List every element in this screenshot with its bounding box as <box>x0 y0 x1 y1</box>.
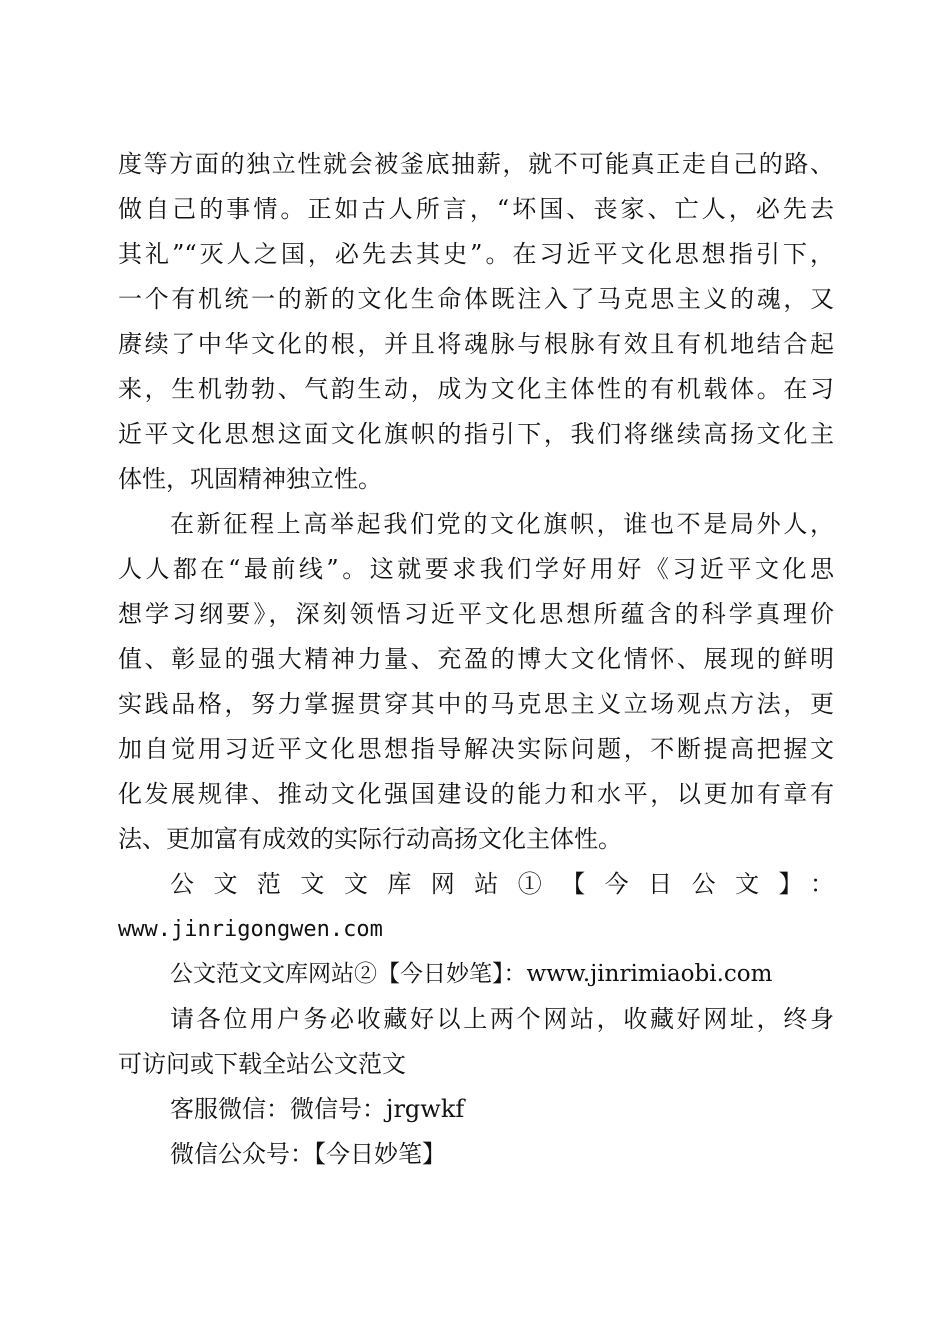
site1-url-link[interactable]: www.jinrigongwen.com <box>118 917 383 942</box>
paragraph-line: 加自觉用习近平文化思想指导解决实际问题，不断提高把握文 <box>118 735 834 763</box>
paragraph-line: 体性，巩固精神独立性。 <box>118 465 382 493</box>
notice-line: 可访问或下载全站公文范文 <box>118 1050 406 1078</box>
paragraph-line: 来，生机勃勃、气韵生动，成为文化主体性的有机载体。在习 <box>118 375 834 403</box>
paragraph-line: 人人都在“最前线”。这就要求我们学好用好《习近平文化思 <box>118 555 834 583</box>
paragraph-line: 想学习纲要》，深刻领悟习近平文化思想所蕴含的科学真理价 <box>118 600 834 628</box>
site1-label: 公文范文文库网站①【今日公文】： <box>170 870 834 898</box>
paragraph-line: 做自己的事情。正如古人所言，“坏国、丧家、亡人，必先去 <box>118 195 834 223</box>
site2-line[interactable]: 公文范文文库网站②【今日妙笔】：www.jinrimiaobi.com <box>170 961 773 987</box>
paragraph-line: 法、更加富有成效的实际行动高扬文化主体性。 <box>118 825 622 853</box>
wechat-service: 客服微信：微信号：jrgwkf <box>170 1095 465 1123</box>
wechat-official-account: 微信公众号：【今日妙笔】 <box>170 1140 446 1168</box>
paragraph-line: 近平文化思想这面文化旗帜的指引下，我们将继续高扬文化主 <box>118 420 834 448</box>
paragraph-2 <box>118 502 834 862</box>
paragraph-1 <box>118 142 834 502</box>
paragraph-line: 实践品格，努力掌握贯穿其中的马克思主义立场观点方法，更 <box>118 690 834 718</box>
paragraph-line: 度等方面的独立性就会被釜底抽薪，就不可能真正走自己的路、 <box>118 150 834 178</box>
paragraph-line: 赓续了中华文化的根，并且将魂脉与根脉有效且有机地结合起 <box>118 330 834 358</box>
paragraph-line: 在新征程上高举起我们党的文化旗帜，谁也不是局外人， <box>170 510 834 538</box>
paragraph-line: 一个有机统一的新的文化生命体既注入了马克思主义的魂，又 <box>118 285 834 313</box>
paragraph-line: 值、彰显的强大精神力量、充盈的博大文化情怀、展现的鲜明 <box>118 645 834 673</box>
document-page <box>118 142 834 1177</box>
notice-line: 请各位用户务必收藏好以上两个网站，收藏好网址，终身 <box>170 1005 834 1033</box>
site-footer-notice <box>118 862 834 1177</box>
paragraph-line: 化发展规律、推动文化强国建设的能力和水平，以更加有章有 <box>118 780 834 808</box>
paragraph-line: 其礼”“灭人之国，必先去其史”。在习近平文化思想指引下， <box>118 240 834 268</box>
